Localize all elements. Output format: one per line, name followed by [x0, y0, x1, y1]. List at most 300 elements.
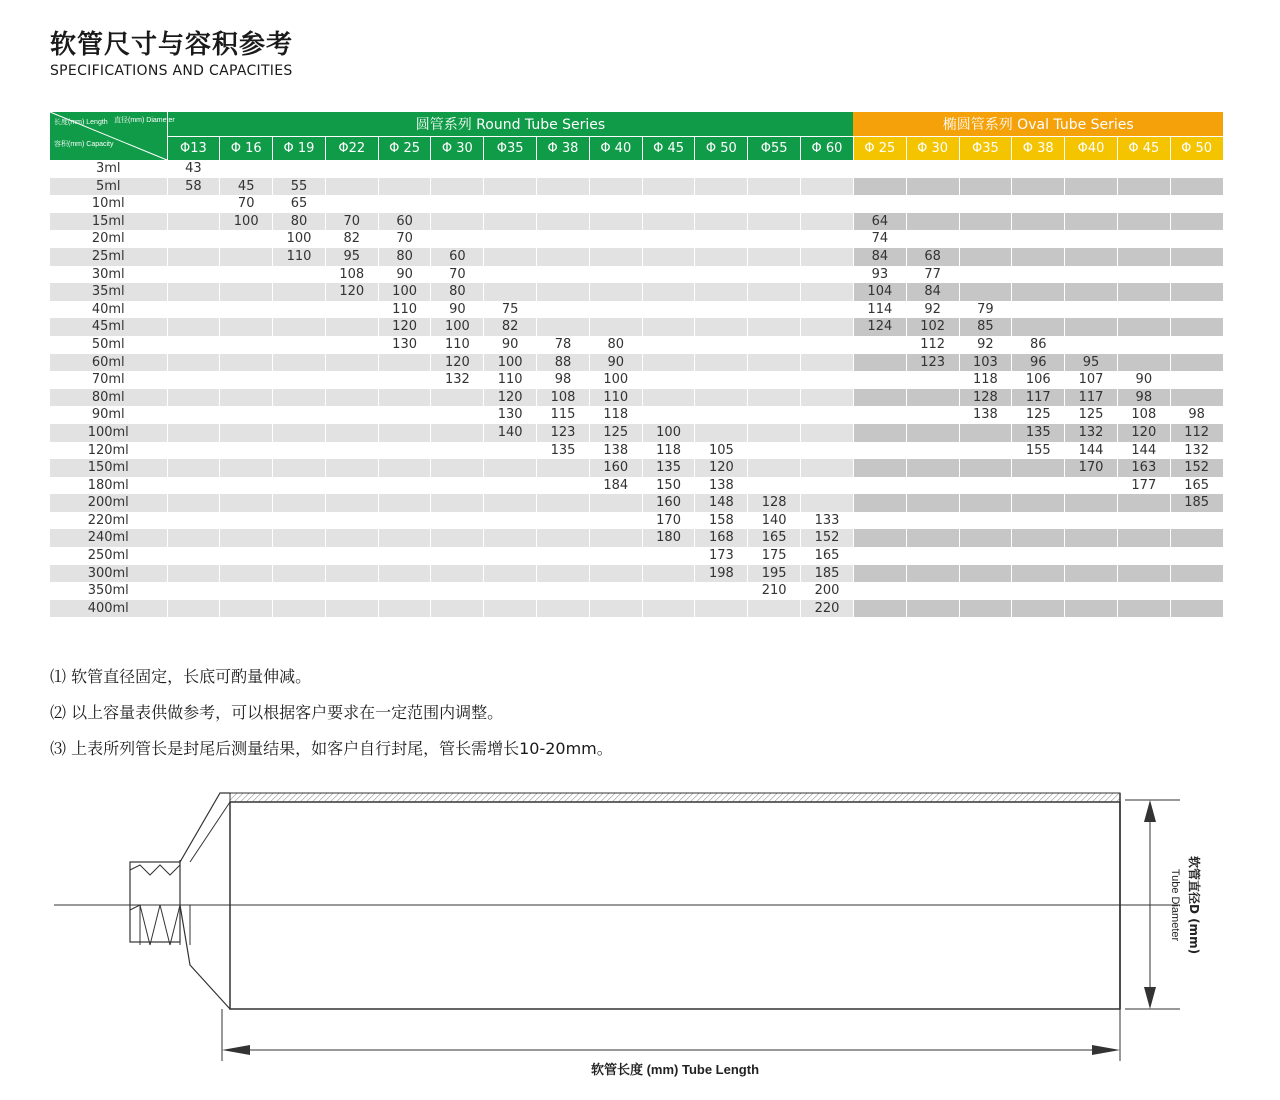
round-length-cell — [431, 459, 484, 477]
oval-length-cell — [1117, 547, 1170, 565]
round-length-cell — [484, 477, 537, 495]
oval-length-cell: 125 — [1065, 406, 1118, 424]
round-length-cell: 158 — [695, 512, 748, 530]
oval-length-cell — [1012, 195, 1065, 213]
oval-length-cell — [1065, 477, 1118, 495]
round-length-cell — [589, 248, 642, 266]
round-length-cell — [325, 442, 378, 460]
capacity-cell: 120ml — [50, 442, 167, 460]
round-diameter-header: Φ22 — [325, 136, 378, 160]
oval-length-cell — [906, 477, 959, 495]
round-length-cell — [748, 459, 801, 477]
round-length-cell — [537, 547, 590, 565]
round-length-cell — [642, 178, 695, 196]
round-length-cell: 100 — [220, 213, 273, 231]
round-length-cell — [325, 389, 378, 407]
round-length-cell — [220, 529, 273, 547]
round-length-cell — [273, 283, 326, 301]
round-length-cell — [642, 230, 695, 248]
oval-length-cell — [959, 442, 1012, 460]
oval-length-cell — [959, 178, 1012, 196]
round-length-cell — [167, 529, 220, 547]
round-length-cell — [325, 195, 378, 213]
round-length-cell: 170 — [642, 512, 695, 530]
round-length-cell: 98 — [537, 371, 590, 389]
oval-length-cell — [853, 600, 906, 618]
round-length-cell — [642, 389, 695, 407]
round-length-cell — [167, 230, 220, 248]
round-length-cell — [431, 424, 484, 442]
round-length-cell — [431, 547, 484, 565]
round-length-cell — [801, 318, 854, 336]
round-length-cell — [748, 477, 801, 495]
oval-length-cell — [1170, 178, 1223, 196]
round-length-cell — [220, 230, 273, 248]
oval-length-cell: 79 — [959, 301, 1012, 319]
round-length-cell — [431, 442, 484, 460]
round-length-cell: 75 — [484, 301, 537, 319]
round-length-cell: 185 — [801, 565, 854, 583]
round-length-cell — [748, 266, 801, 284]
round-length-cell — [589, 565, 642, 583]
oval-length-cell — [1117, 318, 1170, 336]
round-length-cell — [801, 336, 854, 354]
round-length-cell — [695, 389, 748, 407]
oval-length-cell — [1117, 582, 1170, 600]
oval-length-cell — [1065, 582, 1118, 600]
round-length-cell: 130 — [378, 336, 431, 354]
round-length-cell: 45 — [220, 178, 273, 196]
table-row — [50, 547, 1223, 565]
oval-length-cell: 135 — [1012, 424, 1065, 442]
oval-length-cell: 114 — [853, 301, 906, 319]
oval-length-cell — [906, 230, 959, 248]
round-length-cell — [220, 266, 273, 284]
oval-length-cell — [1065, 547, 1118, 565]
oval-length-cell: 108 — [1117, 406, 1170, 424]
round-length-cell — [642, 266, 695, 284]
oval-length-cell — [1065, 195, 1118, 213]
oval-length-cell — [906, 178, 959, 196]
round-length-cell — [589, 512, 642, 530]
table-row — [50, 565, 1223, 583]
oval-length-cell — [1117, 178, 1170, 196]
oval-length-cell — [959, 160, 1012, 178]
tube-shoulder — [180, 793, 230, 862]
round-length-cell — [537, 477, 590, 495]
round-length-cell: 100 — [642, 424, 695, 442]
round-length-cell — [748, 600, 801, 618]
round-length-cell — [431, 565, 484, 583]
oval-length-cell — [959, 582, 1012, 600]
oval-length-cell — [1170, 600, 1223, 618]
corner-length-label: 长度(mm) Length — [54, 119, 108, 126]
oval-length-cell — [959, 283, 1012, 301]
round-length-cell — [642, 547, 695, 565]
round-length-cell: 80 — [273, 213, 326, 231]
round-length-cell — [748, 213, 801, 231]
round-length-cell: 118 — [589, 406, 642, 424]
oval-length-cell — [1065, 336, 1118, 354]
capacity-cell: 40ml — [50, 301, 167, 319]
round-length-cell — [801, 213, 854, 231]
round-length-cell — [801, 195, 854, 213]
round-length-cell — [273, 266, 326, 284]
oval-length-cell — [853, 442, 906, 460]
round-length-cell — [642, 283, 695, 301]
round-length-cell — [537, 459, 590, 477]
round-length-cell — [801, 248, 854, 266]
oval-length-cell — [1065, 301, 1118, 319]
round-length-cell: 150 — [642, 477, 695, 495]
round-length-cell — [695, 371, 748, 389]
oval-length-cell: 93 — [853, 266, 906, 284]
round-length-cell — [484, 600, 537, 618]
oval-length-cell — [1170, 230, 1223, 248]
round-length-cell — [589, 230, 642, 248]
oval-length-cell — [1065, 248, 1118, 266]
round-length-cell — [273, 442, 326, 460]
oval-length-cell — [1065, 160, 1118, 178]
oval-length-cell — [1012, 512, 1065, 530]
round-length-cell — [378, 178, 431, 196]
round-length-cell — [273, 389, 326, 407]
round-diameter-header: Φ 16 — [220, 136, 273, 160]
oval-length-cell: 85 — [959, 318, 1012, 336]
oval-length-cell — [1012, 301, 1065, 319]
oval-length-cell — [1012, 547, 1065, 565]
oval-length-cell — [1170, 336, 1223, 354]
capacity-cell: 50ml — [50, 336, 167, 354]
round-length-cell — [325, 459, 378, 477]
round-length-cell — [642, 248, 695, 266]
capacity-cell: 80ml — [50, 389, 167, 407]
capacity-cell: 100ml — [50, 424, 167, 442]
round-length-cell: 165 — [748, 529, 801, 547]
oval-length-cell — [1065, 565, 1118, 583]
round-length-cell — [748, 371, 801, 389]
oval-length-cell — [1012, 318, 1065, 336]
oval-length-cell — [959, 600, 1012, 618]
round-diameter-header: Φ55 — [748, 136, 801, 160]
oval-length-cell — [1170, 160, 1223, 178]
round-length-cell — [220, 318, 273, 336]
diameter-label-en: Tube Diameter — [1169, 868, 1181, 942]
oval-length-cell — [1065, 230, 1118, 248]
oval-length-cell — [1117, 213, 1170, 231]
round-length-cell: 90 — [589, 354, 642, 372]
round-length-cell — [801, 424, 854, 442]
oval-length-cell: 64 — [853, 213, 906, 231]
round-length-cell — [642, 336, 695, 354]
round-length-cell — [325, 178, 378, 196]
oval-length-cell — [853, 354, 906, 372]
round-length-cell — [167, 266, 220, 284]
table-row — [50, 512, 1223, 530]
oval-length-cell: 103 — [959, 354, 1012, 372]
oval-length-cell — [853, 389, 906, 407]
round-length-cell — [273, 459, 326, 477]
round-length-cell — [695, 336, 748, 354]
round-length-cell — [273, 582, 326, 600]
round-length-cell: 108 — [537, 389, 590, 407]
round-length-cell — [431, 600, 484, 618]
capacity-cell: 20ml — [50, 230, 167, 248]
round-length-cell — [220, 582, 273, 600]
round-length-cell: 210 — [748, 582, 801, 600]
table-row — [50, 424, 1223, 442]
tube-wall-hatch — [230, 793, 1120, 802]
round-length-cell — [325, 565, 378, 583]
oval-length-cell: 95 — [1065, 354, 1118, 372]
round-length-cell: 82 — [484, 318, 537, 336]
round-length-cell — [642, 406, 695, 424]
oval-length-cell — [1170, 389, 1223, 407]
round-length-cell — [695, 178, 748, 196]
oval-length-cell: 120 — [1117, 424, 1170, 442]
oval-length-cell — [1065, 178, 1118, 196]
round-length-cell — [273, 336, 326, 354]
capacity-cell: 220ml — [50, 512, 167, 530]
oval-diameter-header: Φ 45 — [1117, 136, 1170, 160]
round-length-cell — [695, 600, 748, 618]
round-length-cell: 135 — [642, 459, 695, 477]
round-length-cell — [537, 160, 590, 178]
oval-length-cell — [1012, 213, 1065, 231]
diameter-arrow-top — [1144, 800, 1156, 822]
round-length-cell: 65 — [273, 195, 326, 213]
table-row — [50, 442, 1223, 460]
capacity-cell: 15ml — [50, 213, 167, 231]
oval-length-cell — [959, 266, 1012, 284]
oval-length-cell — [959, 230, 1012, 248]
round-length-cell: 55 — [273, 178, 326, 196]
round-length-cell — [801, 160, 854, 178]
oval-length-cell: 123 — [906, 354, 959, 372]
round-length-cell: 160 — [589, 459, 642, 477]
round-length-cell — [167, 318, 220, 336]
round-length-cell — [378, 600, 431, 618]
oval-length-cell — [853, 565, 906, 583]
oval-length-cell — [906, 459, 959, 477]
round-length-cell: 70 — [325, 213, 378, 231]
round-length-cell — [167, 283, 220, 301]
oval-length-cell — [853, 406, 906, 424]
round-length-cell — [378, 406, 431, 424]
oval-length-cell — [906, 600, 959, 618]
round-length-cell — [431, 178, 484, 196]
round-length-cell — [273, 318, 326, 336]
round-length-cell: 120 — [484, 389, 537, 407]
round-length-cell — [378, 160, 431, 178]
round-length-cell — [378, 389, 431, 407]
round-length-cell — [220, 283, 273, 301]
round-length-cell — [695, 582, 748, 600]
round-length-cell — [273, 529, 326, 547]
oval-length-cell — [1117, 195, 1170, 213]
round-length-cell: 165 — [801, 547, 854, 565]
round-length-cell — [801, 354, 854, 372]
round-length-cell — [748, 389, 801, 407]
round-diameter-header: Φ 19 — [273, 136, 326, 160]
oval-length-cell: 155 — [1012, 442, 1065, 460]
round-length-cell: 120 — [695, 459, 748, 477]
round-length-cell — [167, 424, 220, 442]
round-length-cell: 128 — [748, 494, 801, 512]
round-length-cell: 180 — [642, 529, 695, 547]
round-length-cell — [695, 283, 748, 301]
round-length-cell — [484, 582, 537, 600]
round-length-cell — [325, 371, 378, 389]
round-length-cell — [537, 512, 590, 530]
oval-length-cell — [959, 529, 1012, 547]
capacity-cell: 70ml — [50, 371, 167, 389]
round-length-cell — [220, 248, 273, 266]
round-length-cell: 80 — [431, 283, 484, 301]
table-row — [50, 213, 1223, 231]
table-row — [50, 318, 1223, 336]
round-length-cell — [748, 336, 801, 354]
round-length-cell — [325, 301, 378, 319]
round-length-cell — [801, 477, 854, 495]
capacity-cell: 90ml — [50, 406, 167, 424]
oval-length-cell — [1117, 301, 1170, 319]
oval-length-cell — [906, 529, 959, 547]
round-length-cell — [167, 459, 220, 477]
oval-length-cell: 165 — [1170, 477, 1223, 495]
round-length-cell — [167, 248, 220, 266]
round-length-cell — [695, 195, 748, 213]
round-length-cell — [325, 547, 378, 565]
capacity-cell: 250ml — [50, 547, 167, 565]
round-length-cell — [431, 230, 484, 248]
table-row — [50, 371, 1223, 389]
round-length-cell: 160 — [642, 494, 695, 512]
oval-length-cell — [1065, 213, 1118, 231]
round-length-cell — [220, 459, 273, 477]
round-length-cell — [748, 442, 801, 460]
round-length-cell — [325, 318, 378, 336]
oval-length-cell: 144 — [1065, 442, 1118, 460]
oval-length-cell — [1117, 160, 1170, 178]
round-length-cell — [642, 354, 695, 372]
oval-length-cell — [1170, 248, 1223, 266]
table-row — [50, 600, 1223, 618]
round-length-cell — [695, 248, 748, 266]
oval-diameter-header: Φ 38 — [1012, 136, 1065, 160]
oval-length-cell — [853, 371, 906, 389]
round-length-cell — [642, 582, 695, 600]
round-diameter-header: Φ 60 — [801, 136, 854, 160]
round-length-cell — [273, 301, 326, 319]
round-length-cell: 58 — [167, 178, 220, 196]
round-length-cell: 135 — [537, 442, 590, 460]
round-length-cell — [484, 459, 537, 477]
round-length-cell — [589, 283, 642, 301]
oval-length-cell — [1117, 336, 1170, 354]
oval-length-cell: 170 — [1065, 459, 1118, 477]
oval-length-cell — [853, 477, 906, 495]
round-length-cell — [748, 318, 801, 336]
round-length-cell: 132 — [431, 371, 484, 389]
capacity-cell: 180ml — [50, 477, 167, 495]
oval-diameter-header: Φ 25 — [853, 136, 906, 160]
round-length-cell — [431, 389, 484, 407]
round-length-cell: 130 — [484, 406, 537, 424]
round-length-cell — [431, 582, 484, 600]
oval-length-cell — [1170, 266, 1223, 284]
round-length-cell — [484, 283, 537, 301]
oval-length-cell: 92 — [906, 301, 959, 319]
oval-length-cell — [906, 213, 959, 231]
round-length-cell: 110 — [589, 389, 642, 407]
note-3: ⑶ 上表所列管长是封尾后测量结果，如客户自行封尾，管长需增长10-20mm。 — [50, 739, 613, 758]
round-length-cell — [431, 160, 484, 178]
round-length-cell — [167, 195, 220, 213]
capacity-cell: 300ml — [50, 565, 167, 583]
table-row — [50, 178, 1223, 196]
round-length-cell — [695, 266, 748, 284]
oval-length-cell — [1012, 230, 1065, 248]
oval-length-cell — [853, 178, 906, 196]
round-length-cell: 100 — [273, 230, 326, 248]
oval-length-cell: 68 — [906, 248, 959, 266]
round-length-cell — [167, 600, 220, 618]
oval-length-cell — [1170, 529, 1223, 547]
oval-length-cell — [1117, 529, 1170, 547]
round-length-cell — [537, 213, 590, 231]
round-length-cell — [748, 424, 801, 442]
tube-neck — [130, 862, 180, 942]
round-length-cell — [220, 565, 273, 583]
round-length-cell — [642, 600, 695, 618]
tube-thread — [130, 865, 180, 875]
oval-length-cell — [853, 195, 906, 213]
round-length-cell — [378, 512, 431, 530]
oval-length-cell — [1117, 248, 1170, 266]
oval-length-cell — [1117, 230, 1170, 248]
table-row — [50, 459, 1223, 477]
round-length-cell: 90 — [378, 266, 431, 284]
round-diameter-header: Φ 25 — [378, 136, 431, 160]
oval-length-cell — [1117, 283, 1170, 301]
oval-length-cell: 144 — [1117, 442, 1170, 460]
round-length-cell — [431, 494, 484, 512]
round-diameter-header: Φ 38 — [537, 136, 590, 160]
oval-length-cell: 152 — [1170, 459, 1223, 477]
oval-length-cell: 128 — [959, 389, 1012, 407]
table-row — [50, 248, 1223, 266]
round-length-cell — [695, 213, 748, 231]
oval-length-cell — [1012, 477, 1065, 495]
oval-length-cell — [906, 565, 959, 583]
round-length-cell: 100 — [378, 283, 431, 301]
round-length-cell: 100 — [484, 354, 537, 372]
oval-length-cell — [1065, 318, 1118, 336]
round-length-cell — [695, 160, 748, 178]
round-length-cell — [695, 230, 748, 248]
round-length-cell — [273, 406, 326, 424]
oval-diameter-header: Φ 30 — [906, 136, 959, 160]
oval-length-cell — [906, 160, 959, 178]
round-length-cell: 198 — [695, 565, 748, 583]
oval-length-cell — [1012, 582, 1065, 600]
round-length-cell — [378, 371, 431, 389]
round-length-cell — [589, 600, 642, 618]
oval-length-cell — [1065, 494, 1118, 512]
round-length-cell — [748, 301, 801, 319]
round-length-cell — [589, 160, 642, 178]
